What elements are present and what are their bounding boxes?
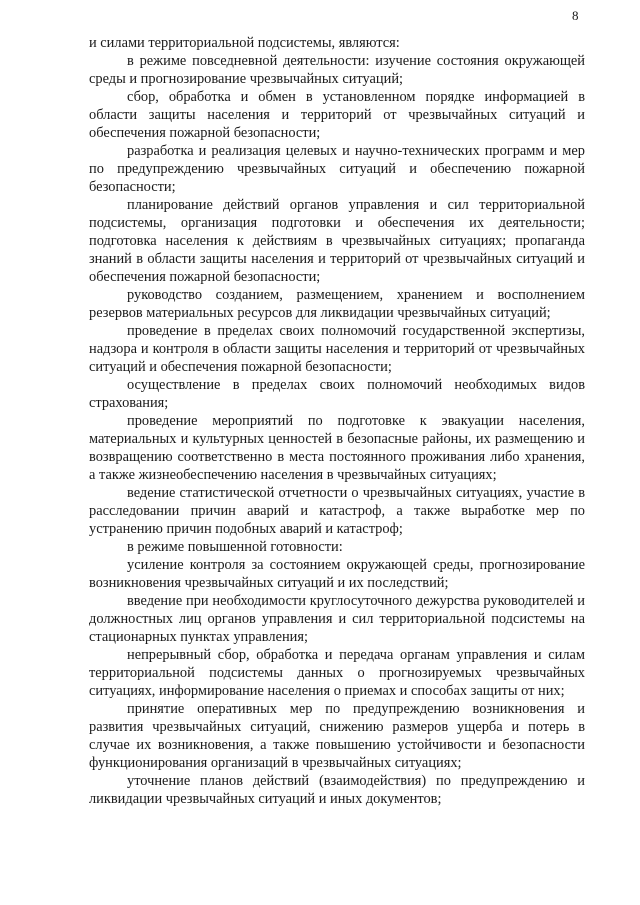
document-body	[89, 34, 585, 808]
page-number: 8	[572, 8, 579, 23]
section-heading: в режиме повышенной готовности:	[127, 539, 343, 555]
paragraph: уточнение планов действий (взаимодействия) по предупреждению и ликвидации чрезвычайных ситуаций и иных документов;	[89, 773, 585, 807]
paragraph: разработка и реализация целевых и научно-технических программ и мер по предупреждению чрезвычайных ситуаций и обеспечению пожарной безопасности;	[89, 143, 585, 195]
paragraph: проведение мероприятий по подготовке к эвакуации населения, материальных и культурных ценностей в безопасные районы, их размещению и возвращению соответственно в места постоянного проживания либо хранения, а также жизнеобеспечению населения в чрезвычайных ситуациях;	[89, 413, 585, 483]
paragraph: усиление контроля за состоянием окружающей среды, прогнозирование возникновения чрезвычайных ситуаций и их последствий;	[89, 557, 585, 591]
paragraph: принятие оперативных мер по предупреждению возникновения и развития чрезвычайных ситуаций, снижению размеров ущерба и потерь в случае их возникновения, а также повышению устойчивости и безопасности функционирования организаций в чрезвычайных ситуациях;	[89, 701, 585, 771]
paragraph: руководство созданием, размещением, хранением и восполнением резервов материальных ресурсов для ликвидации чрезвычайных ситуаций;	[89, 287, 585, 321]
paragraph: введение при необходимости круглосуточного дежурства руководителей и должностных лиц органов управления и сил территориальной подсистемы на стационарных пунктах управления;	[89, 593, 585, 645]
paragraph: и силами территориальной подсистемы, являются:	[89, 35, 400, 51]
paragraph: осуществление в пределах своих полномочий необходимых видов страхования;	[89, 377, 585, 411]
paragraph: непрерывный сбор, обработка и передача органам управления и силам территориальной подсистемы данных о прогнозируемых чрезвычайных ситуациях, информирование населения о приемах и способах защиты от них;	[89, 647, 585, 699]
paragraph: в режиме повседневной деятельности: изучение состояния окружающей среды и прогнозирование чрезвычайных ситуаций;	[89, 53, 585, 87]
paragraph: сбор, обработка и обмен в установленном порядке информацией в области защиты населения и территорий от чрезвычайных ситуаций и обеспечения пожарной безопасности;	[89, 89, 585, 141]
paragraph: проведение в пределах своих полномочий государственной экспертизы, надзора и контроля в области защиты населения и территорий от чрезвычайных ситуаций и обеспечения пожарной безопасности;	[89, 323, 585, 375]
paragraph: ведение статистической отчетности о чрезвычайных ситуациях, участие в расследовании причин аварий и катастроф, а также выработке мер по устранению причин подобных аварий и катастроф;	[89, 485, 585, 537]
paragraph: планирование действий органов управления и сил территориальной подсистемы, организация подготовки и обеспечения их деятельности; подготовка населения к действиям в чрезвычайных ситуациях; пропаганда знаний в области защиты населения и территорий от чрезвычайных ситуаций и обеспечения пожарной безопасности;	[89, 197, 585, 285]
